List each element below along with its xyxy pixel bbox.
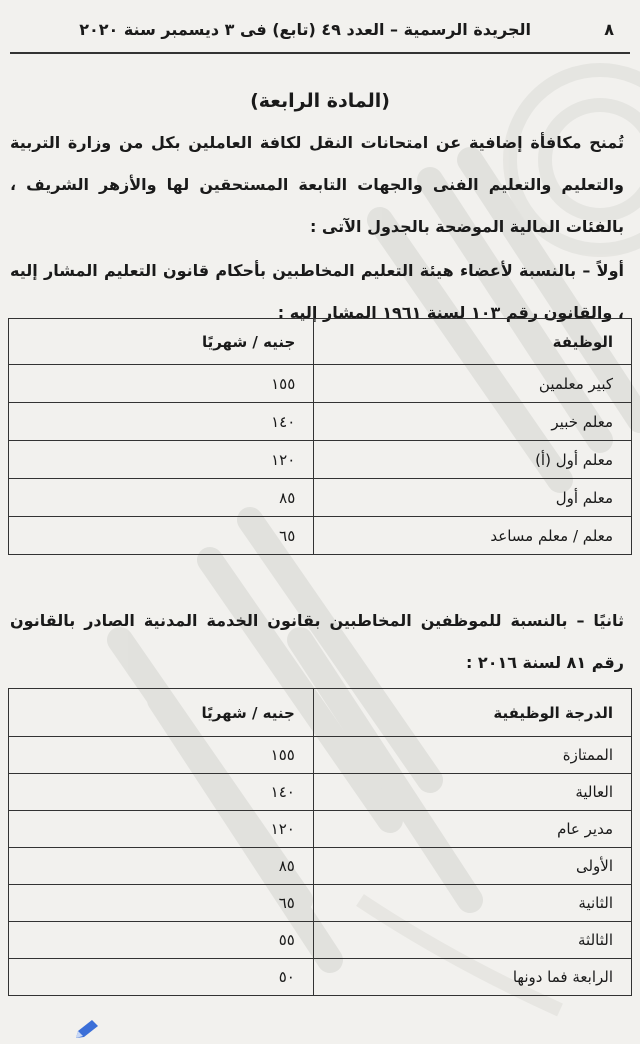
amount-cell: ١٤٠ [9, 774, 314, 811]
job-cell: كبير معلمين [314, 365, 632, 403]
page-number: ٨ [604, 20, 614, 39]
grade-cell: الأولى [313, 848, 631, 885]
grade-cell: الممتازة [313, 737, 631, 774]
page-header [14, 12, 626, 46]
grade-cell: الثالثة [313, 922, 631, 959]
amount-cell: ٦٥ [9, 517, 314, 555]
column-header-grade: الدرجة الوظيفية [313, 689, 631, 737]
teachers-bonus-table [8, 318, 632, 555]
table-row [9, 774, 632, 811]
column-header-job: الوظيفة [314, 319, 632, 365]
table-header-row [9, 689, 632, 737]
header-divider [10, 52, 630, 54]
table-row [9, 885, 632, 922]
amount-cell: ٥٥ [9, 922, 314, 959]
column-header-amount: جنيه / شهريًا [9, 689, 314, 737]
job-cell: معلم / معلم مساعد [314, 517, 632, 555]
table-header-row [9, 319, 632, 365]
job-cell: معلم أول [314, 479, 632, 517]
table-row [9, 365, 632, 403]
table-row [9, 811, 632, 848]
amount-cell: ١٢٠ [9, 441, 314, 479]
table-row [9, 737, 632, 774]
amount-cell: ١٥٥ [9, 365, 314, 403]
table-row [9, 848, 632, 885]
grade-cell: الرابعة فما دونها [313, 959, 631, 996]
grade-cell: العالية [313, 774, 631, 811]
amount-cell: ٨٥ [9, 479, 314, 517]
pencil-icon[interactable] [72, 1018, 102, 1040]
amount-cell: ١٥٥ [9, 737, 314, 774]
grade-cell: مدير عام [313, 811, 631, 848]
grade-cell: الثانية [313, 885, 631, 922]
civil-service-bonus-table [8, 688, 632, 996]
job-cell: معلم خبير [314, 403, 632, 441]
table-row [9, 959, 632, 996]
column-header-amount: جنيه / شهريًا [9, 319, 314, 365]
first-clause-paragraph: أولاً – بالنسبة لأعضاء هيئة التعليم المخاطبين بأحكام قانون التعليم المشار إليه ، والقانون رقم ١٠٣ لسنة ١٩٦١ المشار إليه : [10, 261, 624, 322]
amount-cell: ٦٥ [9, 885, 314, 922]
table-row [9, 922, 632, 959]
job-cell: معلم أول (أ) [314, 441, 632, 479]
gazette-header-title: الجريدة الرسمية – العدد ٤٩ (تابع) فى ٣ ديسمبر سنة ٢٠٢٠ [79, 20, 531, 39]
table-row [9, 441, 632, 479]
second-clause-paragraph: ثانيًا – بالنسبة للموظفين المخاطبين بقانون الخدمة المدنية الصادر بالقانون رقم ٨١ لسنة ٢٠١٦ : [10, 611, 624, 672]
article-title: (المادة الرابعة) [250, 90, 390, 112]
amount-cell: ١٤٠ [9, 403, 314, 441]
table-row [9, 403, 632, 441]
intro-paragraph: تُمنح مكافأة إضافية عن امتحانات النقل لكافة العاملين بكل من وزارة التربية والتعليم والتعليم الفنى والجهات التابعة المستحقين لها والأزهر الشريف ، بالفئات المالية الموضحة بالجدول الآتى : [10, 133, 624, 236]
table-row [9, 517, 632, 555]
amount-cell: ١٢٠ [9, 811, 314, 848]
amount-cell: ٥٠ [9, 959, 314, 996]
table-row [9, 479, 632, 517]
amount-cell: ٨٥ [9, 848, 314, 885]
